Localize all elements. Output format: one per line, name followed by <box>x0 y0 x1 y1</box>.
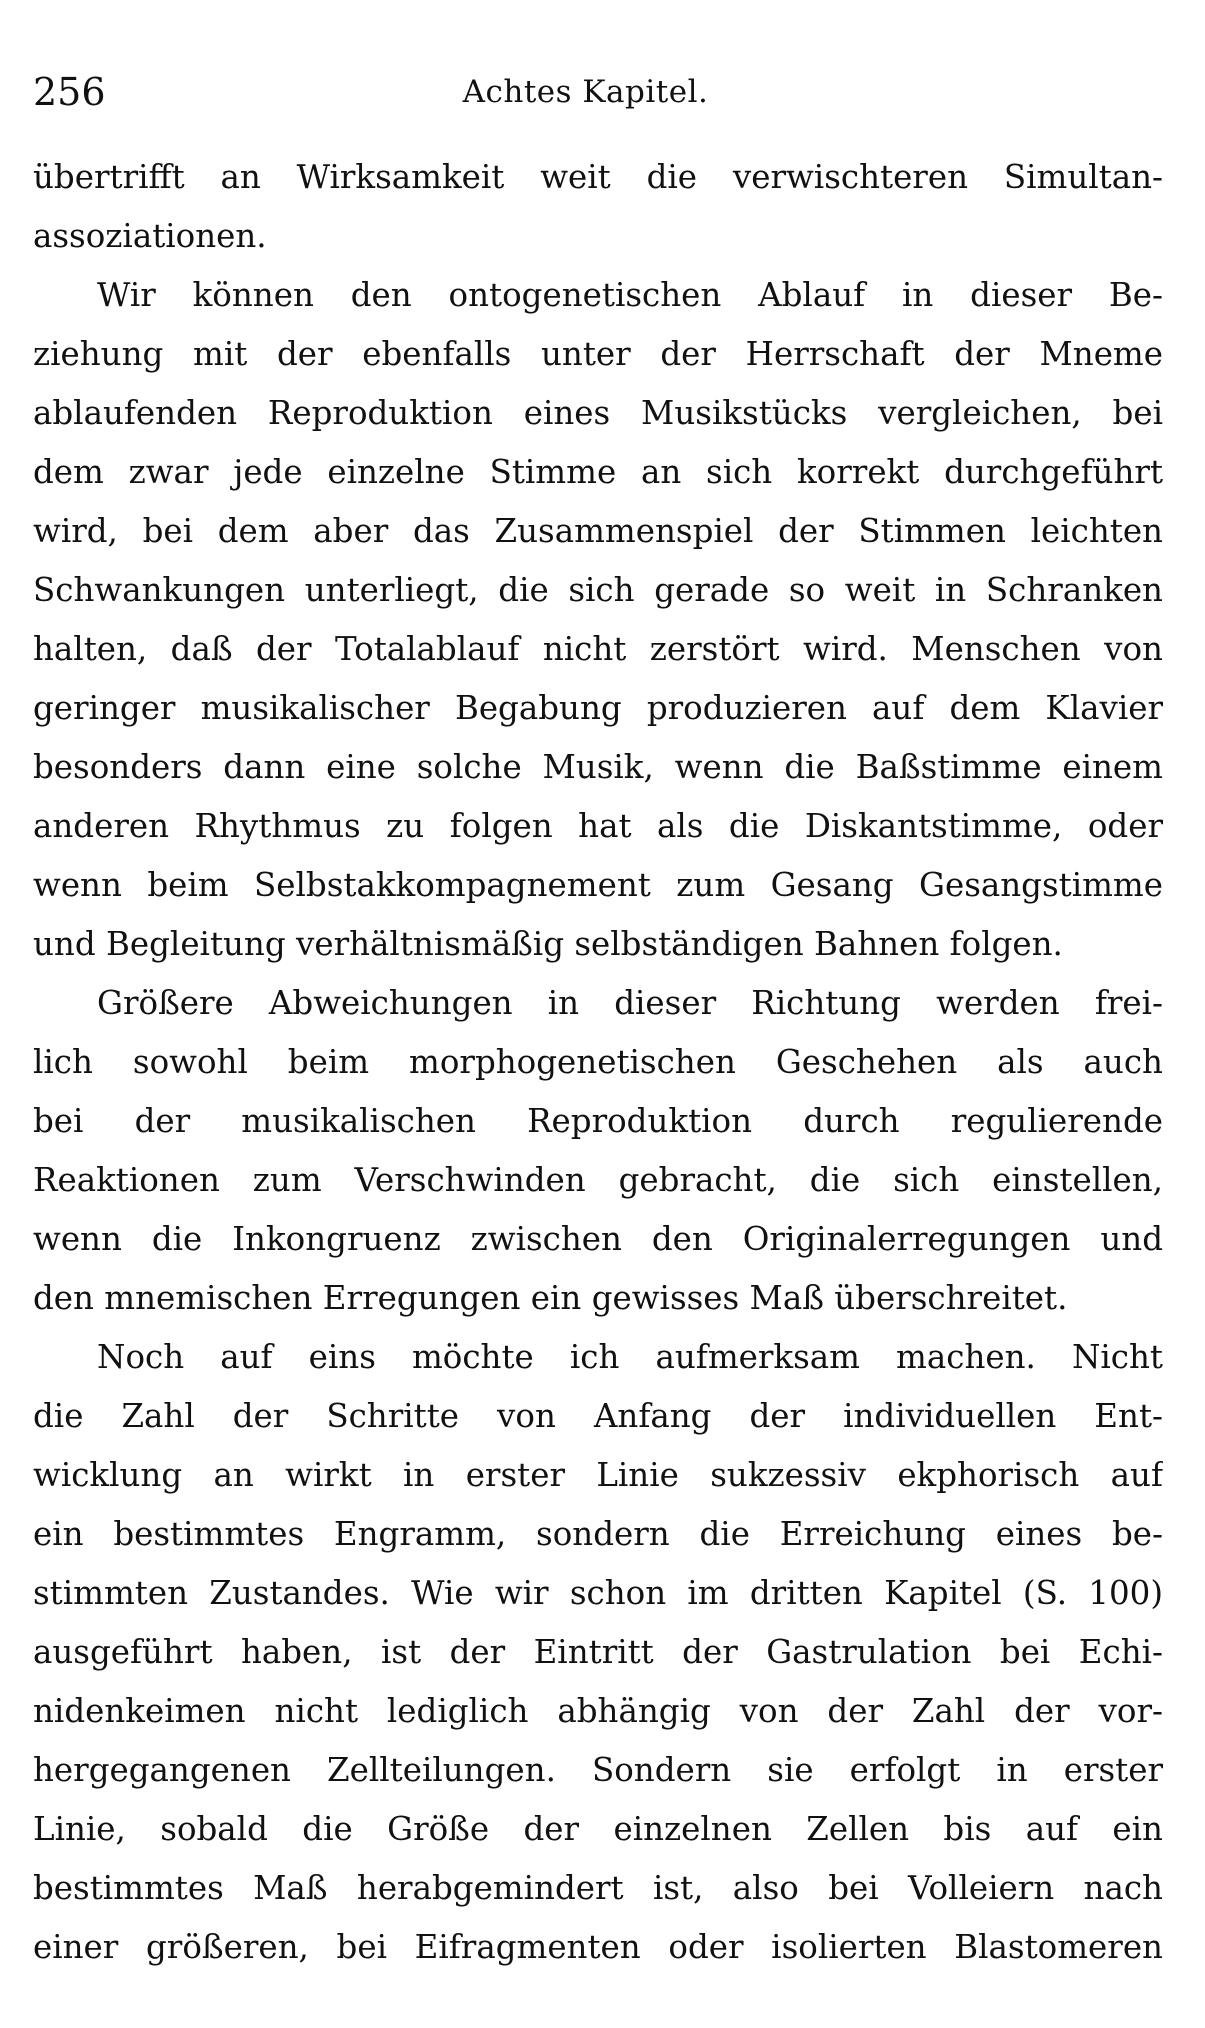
text-line: wicklung an wirkt in erster Linie sukzessiv ekphorisch auf <box>33 1456 1163 1494</box>
text-line: nidenkeimen nicht lediglich abhängig von der Zahl der vor- <box>33 1692 1163 1730</box>
text-line: dem zwar jede einzelne Stimme an sich korrekt durchgeführt <box>33 453 1163 491</box>
text-line: hergegangenen Zellteilungen. Sondern sie erfolgt in erster <box>33 1751 1163 1789</box>
text-line: Noch auf eins möchte ich aufmerksam machen. Nicht <box>97 1338 1163 1376</box>
text-line: ausgeführt haben, ist der Eintritt der Gastrulation bei Echi- <box>33 1633 1163 1671</box>
page-number: 256 <box>33 70 106 114</box>
text-line: anderen Rhythmus zu folgen hat als die Diskantstimme, oder <box>33 807 1163 845</box>
text-line: Größere Abweichungen in dieser Richtung werden frei- <box>97 984 1163 1022</box>
text-line: die Zahl der Schritte von Anfang der individuellen Ent- <box>33 1397 1163 1435</box>
text-line: besonders dann eine solche Musik, wenn die Baßstimme einem <box>33 748 1163 786</box>
text-line: Wir können den ontogenetischen Ablauf in dieser Be- <box>97 276 1163 314</box>
text-line: einer größeren, bei Eifragmenten oder isolierten Blastomeren <box>33 1928 1163 1966</box>
text-line: lich sowohl beim morphogenetischen Geschehen als auch <box>33 1043 1163 1081</box>
text-line: wird, bei dem aber das Zusammenspiel der Stimmen leichten <box>33 512 1163 550</box>
text-line: stimmten Zustandes. Wie wir schon im dritten Kapitel (S. 100) <box>33 1574 1163 1612</box>
text-line: Schwankungen unterliegt, die sich gerade so weit in Schranken <box>33 571 1163 609</box>
text-line: wenn die Inkongruenz zwischen den Originalerregungen und <box>33 1220 1163 1258</box>
text-line: halten, daß der Totalablauf nicht zerstört wird. Menschen von <box>33 630 1163 668</box>
text-line: bestimmtes Maß herabgemindert ist, also bei Volleiern nach <box>33 1869 1163 1907</box>
text-line: Reaktionen zum Verschwinden gebracht, die sich einstellen, <box>33 1161 1163 1199</box>
running-head: Achtes Kapitel. <box>462 74 709 110</box>
text-line: ziehung mit der ebenfalls unter der Herrschaft der Mneme <box>33 335 1163 373</box>
text-line: bei der musikalischen Reproduktion durch regulierende <box>33 1102 1163 1140</box>
text-line: den mnemischen Erregungen ein gewisses Maß überschreitet. <box>33 1279 1068 1317</box>
text-line: übertrifft an Wirksamkeit weit die verwischteren Simultan- <box>33 158 1163 196</box>
text-line: und Begleitung verhältnismäßig selbständigen Bahnen folgen. <box>33 925 1063 963</box>
text-line: geringer musikalischer Begabung produzieren auf dem Klavier <box>33 689 1163 727</box>
text-line: Linie, sobald die Größe der einzelnen Zellen bis auf ein <box>33 1810 1163 1848</box>
text-line: ablaufenden Reproduktion eines Musikstücks vergleichen, bei <box>33 394 1163 432</box>
text-line: wenn beim Selbstakkompagnement zum Gesang Gesangstimme <box>33 866 1163 904</box>
text-line: ein bestimmtes Engramm, sondern die Erreichung eines be- <box>33 1515 1163 1553</box>
text-line: assoziationen. <box>33 217 267 255</box>
body-text <box>33 148 1163 1977</box>
page-header <box>33 62 1173 122</box>
